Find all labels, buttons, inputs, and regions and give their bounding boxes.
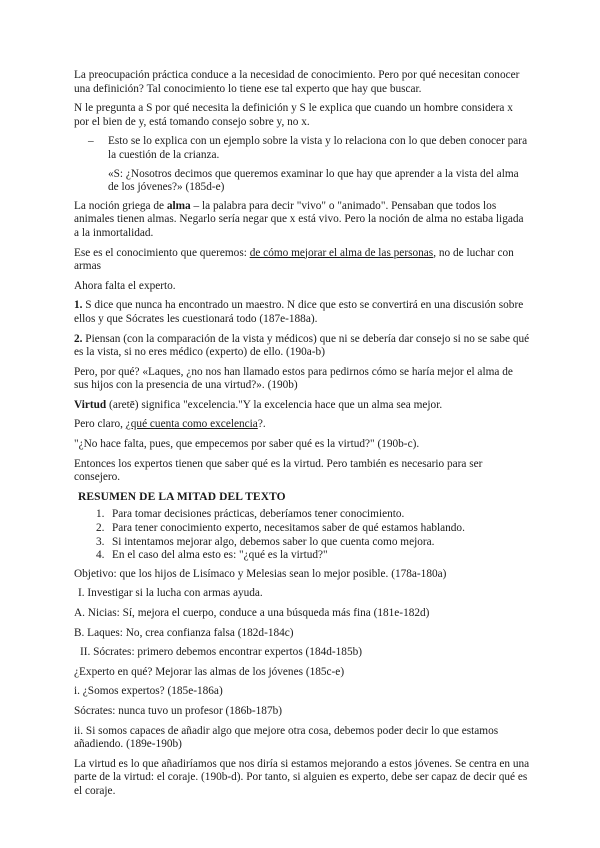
outline-item: ¿Experto en qué? Mejorar las almas de los jóvenes (185c-e) <box>74 665 345 678</box>
summary-item <box>74 522 530 536</box>
item-text: Para tomar decisiones prácticas, deberíamos tener conocimiento. <box>112 508 405 521</box>
bold-term: alma <box>166 199 191 212</box>
number-label: 1. <box>74 299 83 312</box>
paragraph <box>74 418 530 432</box>
summary-item <box>74 536 530 550</box>
paragraph: Entonces los expertos tienen que saber qué es la virtud. Pero también es necesario para ser consejero. <box>74 457 483 484</box>
text-run: S dice que nunca ha encontrado un maestro. N dice que esto se convertirá en una discusión sobre ellos y que Sócrates les cuestionará todo (187e-188a). <box>74 299 524 325</box>
paragraph <box>74 200 530 241</box>
paragraph <box>74 333 530 360</box>
item-number: 1. <box>96 508 105 521</box>
paragraph: Ahora falta el experto. <box>74 279 176 292</box>
outline-item: ii. Si somos capaces de añadir algo que mejore otra cosa, debemos poder decir lo que estamos añadiendo. (189e-190b) <box>74 724 499 751</box>
text-run: Piensan (con la comparación de la vista y médicos) que ni se debería dar consejo si no se sabe qué es la vista, si no eres médico (experto) de ello. (190a-b) <box>74 332 530 359</box>
document-body <box>74 69 530 805</box>
paragraph <box>74 299 530 326</box>
paragraph <box>74 247 530 274</box>
outline-item: i. ¿Somos expertos? (185e-186a) <box>74 685 223 698</box>
underlined-phrase: de cómo mejorar el alma de las personas <box>249 246 434 259</box>
paragraph: "¿No hace falta, pues, que empecemos por saber qué es la virtud?" (190b-c). <box>74 438 420 451</box>
outline-item: B. Laques: No, crea confianza falsa (182d-184c) <box>74 626 294 639</box>
text-run: , no de luchar con armas <box>74 246 514 273</box>
bold-term: Virtud <box>74 398 107 411</box>
text-run: ?. <box>257 418 266 431</box>
outline-item: Sócrates: nunca tuvo un profesor (186b-187b) <box>74 704 282 717</box>
paragraph <box>74 399 530 413</box>
dash-list-item <box>74 135 530 162</box>
text-run: La noción griega de <box>74 199 167 212</box>
text-run: Ese es el conocimiento que queremos: <box>74 246 250 259</box>
item-number: 4. <box>96 549 105 562</box>
text-run: (aretē) significa "excelencia."Y la excelencia hace que un alma sea mejor. <box>106 398 443 411</box>
quote: «S: ¿Nosotros decimos que queremos examinar lo que hay que aprender a la vista del alma de los jóvenes?» (185d-e) <box>108 167 519 194</box>
item-number: 3. <box>96 535 105 548</box>
item-number: 2. <box>96 522 105 535</box>
outline-objective: Objetivo: que los hijos de Lisímaco y Melesias sean lo mejor posible. (178a-180a) <box>74 567 447 580</box>
number-label: 2. <box>74 332 83 345</box>
outline-item: II. Sócrates: primero debemos encontrar expertos (184d-185b) <box>80 646 363 659</box>
item-text: Para tener conocimiento experto, necesitamos saber de qué estamos hablando. <box>112 522 465 535</box>
paragraph: Pero, por qué? «Laques, ¿no nos han llamado estos para pedirnos cómo se haría mejor el alma de sus hijos con la presencia de una virtud?». (190b) <box>74 365 513 392</box>
dash-item-text: Esto se lo explica con un ejemplo sobre la vista y lo relaciona con lo que deben conocer para la cuestión de la crianza. <box>108 135 528 161</box>
paragraph: N le pregunta a S por qué necesita la definición y S le explica que cuando un hombre considera x por el bien de y, está tomando consejo sobre y, no x. <box>74 102 513 128</box>
outline-item: A. Nicias: Sí, mejora el cuerpo, conduce a una búsqueda más fina (181e-182d) <box>74 607 430 619</box>
paragraph: La preocupación práctica conduce a la necesidad de conocimiento. Pero por qué necesitan conocer una definición? Tal conocimiento lo tiene ese tal experto que hay que buscar. <box>74 69 520 95</box>
outline-item: I. Investigar si la lucha con armas ayuda. <box>78 587 263 600</box>
text-run: Pero claro, <box>74 418 126 431</box>
summary-heading: RESUMEN DE LA MITAD DEL TEXTO <box>78 490 286 503</box>
summary-item <box>74 508 530 522</box>
text-run: – la palabra para decir "vivo" o "animado". Pensaban que todos los animales tienen almas. Negarlo sería negar que x está vivo. Pero la noción de alma no estaba ligada a la inmortalidad. <box>74 199 524 239</box>
item-text: En el caso del alma esto es: "¿qué es la virtud?" <box>112 549 328 562</box>
paragraph: La virtud es lo que añadiríamos que nos diría si estamos mejorando a estos jóvenes. Se centra en una parte de la virtud: el coraje. (190b-d). Por tanto, si alguien es experto, debe ser capaz de decir qué es el coraje. <box>74 757 530 797</box>
dash-bullet: – <box>88 135 94 148</box>
item-text: Si intentamos mejorar algo, debemos saber lo que cuenta como mejora. <box>112 535 435 548</box>
summary-list <box>74 508 530 562</box>
summary-item <box>74 549 530 563</box>
underlined-phrase: ¿qué cuenta como excelencia <box>125 418 258 431</box>
